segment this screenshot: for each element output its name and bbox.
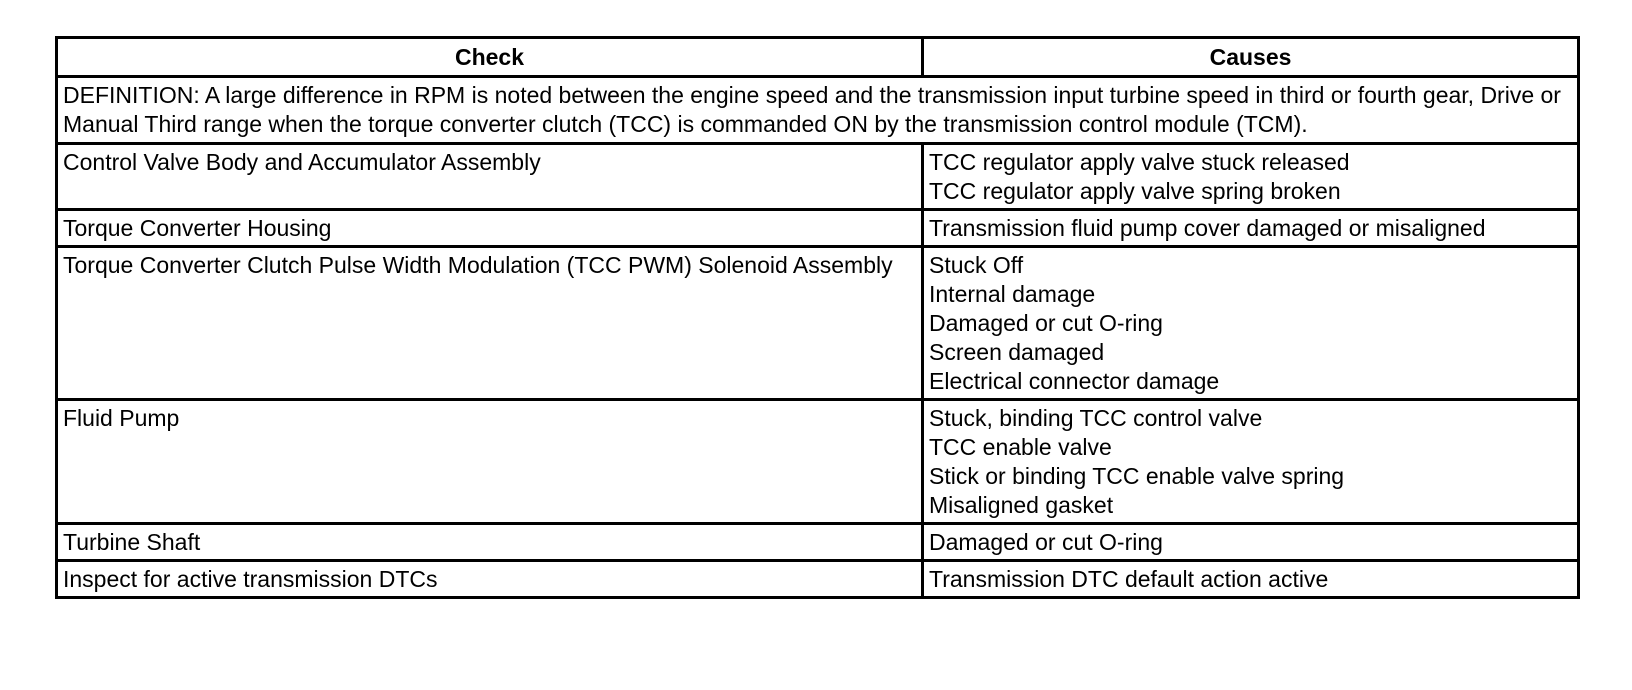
- cause-item: TCC regulator apply valve stuck released: [929, 149, 1350, 175]
- cause-item: Internal damage: [929, 281, 1096, 307]
- cause-item: Stuck Off: [929, 252, 1024, 278]
- causes-cell: [923, 524, 1579, 561]
- definition-text: DEFINITION: A large difference in RPM is noted between the engine speed and the transmission input turbine speed in third or fourth gear, Drive or Manual Third range when the torque converter clutch (TCC) is commanded ON by the transmission control module (TCM).: [57, 77, 1579, 144]
- check-cell: Torque Converter Clutch Pulse Width Modulation (TCC PWM) Solenoid Assembly: [57, 247, 923, 400]
- header-row: [57, 38, 1579, 77]
- table-row: [57, 247, 1579, 400]
- causes-cell: [923, 144, 1579, 210]
- check-cell: Inspect for active transmission DTCs: [57, 561, 923, 598]
- cause-item: Damaged or cut O-ring: [929, 310, 1163, 336]
- table-row: [57, 210, 1579, 247]
- header-causes: Causes: [923, 38, 1579, 77]
- definition-row: [57, 77, 1579, 144]
- cause-item: Transmission fluid pump cover damaged or misaligned: [929, 215, 1486, 241]
- cause-item: Misaligned gasket: [929, 492, 1114, 518]
- cause-item: Damaged or cut O-ring: [929, 529, 1163, 555]
- causes-cell: [923, 210, 1579, 247]
- check-cell: Control Valve Body and Accumulator Assembly: [57, 144, 923, 210]
- causes-cell: [923, 247, 1579, 400]
- causes-cell: [923, 561, 1579, 598]
- table-row: [57, 144, 1579, 210]
- check-cell: Torque Converter Housing: [57, 210, 923, 247]
- cause-item: Electrical connector damage: [929, 368, 1220, 394]
- causes-cell: [923, 400, 1579, 524]
- cause-item: Screen damaged: [929, 339, 1105, 365]
- header-check: Check: [57, 38, 923, 77]
- cause-item: TCC enable valve: [929, 434, 1112, 460]
- check-cell: Turbine Shaft: [57, 524, 923, 561]
- check-cell: Fluid Pump: [57, 400, 923, 524]
- cause-item: Stick or binding TCC enable valve spring: [929, 463, 1345, 489]
- table-row: [57, 561, 1579, 598]
- cause-item: Stuck, binding TCC control valve: [929, 405, 1263, 431]
- diagnostic-table: [55, 36, 1580, 599]
- table-row: [57, 524, 1579, 561]
- cause-item: TCC regulator apply valve spring broken: [929, 178, 1341, 204]
- table-row: [57, 400, 1579, 524]
- cause-item: Transmission DTC default action active: [929, 566, 1329, 592]
